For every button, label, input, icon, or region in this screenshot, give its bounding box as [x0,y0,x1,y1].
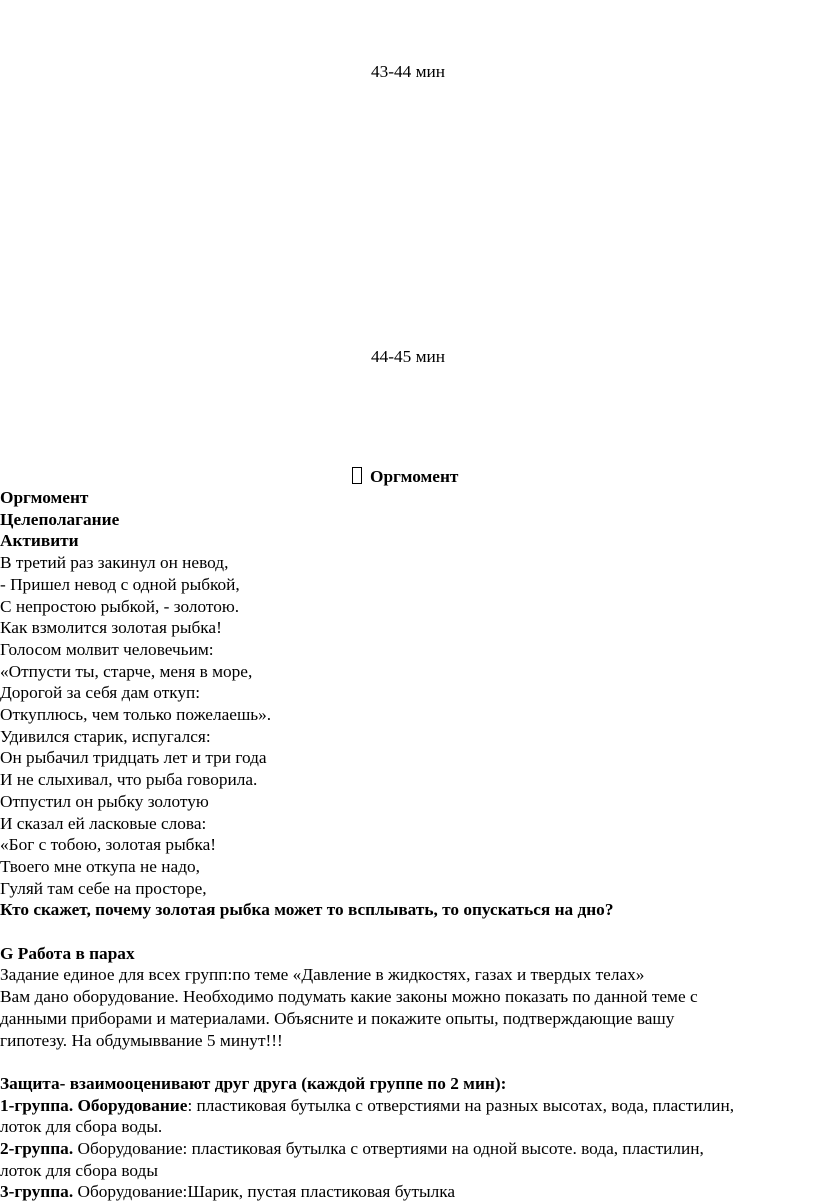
pair-work-instruction: данными приборами и материалами. Объясните и покажите опыты, подтверждающие вашу [0,1008,675,1028]
defense-title: Защита- взаимооценивают друг друга (каждой группе по 2 мин): [0,1073,507,1093]
poem-line: Голосом молвит человечьим: [0,639,214,659]
group-equipment: Оборудование: пластиковая бутылка с отвертиями на одной высоте. вода, пластилин, [73,1139,704,1159]
group-1-line-2: лоток для сбора воды. [0,1117,163,1137]
question-text: Кто скажет, почему золотая рыбка может то всплывать, то опускаться на дно? [0,900,614,920]
pair-work-instruction: Вам дано оборудование. Необходимо подумать какие законы можно показать по данной теме с [0,987,698,1007]
bullet-icon [352,467,362,484]
center-heading [352,467,458,487]
section-label: Целеполагание [0,509,120,529]
poem-line: «Бог с тобою, золотая рыбка! [0,835,217,855]
poem-line: С непростою рыбкой, - золотою. [0,596,240,616]
center-heading-text: Оргмомент [370,467,459,486]
group-3-line [0,1181,816,1203]
group-1-line [0,1095,816,1117]
group-label: 3-группа. [0,1182,74,1202]
pair-work-instruction: гипотезу. На обдумыввание 5 минут!!! [0,1030,283,1050]
group-equipment: : пластиковая бутылка с отверстиями на разных высотах, вода, пластилин, [187,1095,735,1115]
poem-line: - Пришел невод с одной рыбкой, [0,574,240,594]
group-2-line-2: лоток для сбора воды [0,1160,158,1180]
pair-work-task: Задание единое для всех групп:по теме «Давление в жидкостях, газах и твердых телах» [0,965,645,985]
group-label: 2-группа. [0,1139,74,1159]
timing-label-1: 43-44 мин [370,62,446,81]
poem-line: Твоего мне откупа не надо, [0,856,200,876]
poem-line: И не слыхивал, что рыба говорила. [0,770,258,790]
spacer [0,921,816,943]
document-body [0,487,816,1203]
group-label: 1-группа. [0,1095,74,1115]
pair-work-title: G Работа в парах [0,943,135,963]
group-equipment: Оборудование:Шарик, пустая пластиковая бутылка [73,1182,456,1202]
poem-line: «Отпусти ты, старче, меня в море, [0,661,253,681]
poem [0,552,816,899]
poem-line: Удивился старик, испугался: [0,726,211,746]
section-label: Активити [0,531,79,551]
poem-line: Как взмолится золотая рыбка! [0,618,222,638]
poem-line: Дорогой за себя дам откуп: [0,683,201,703]
group-2-line [0,1138,816,1160]
equipment-label: Оборудование [77,1095,188,1115]
spacer [0,1051,816,1073]
poem-line: В третий раз закинул он невод, [0,553,229,573]
poem-line: И сказал ей ласковые слова: [0,813,207,833]
poem-line: Откуплюсь, чем только пожелаешь». [0,705,272,725]
timing-label-2: 44-45 мин [370,347,446,366]
poem-line: Гуляй там себе на просторе, [0,878,207,898]
section-label: Оргмомент [0,488,89,507]
poem-line: Отпустил он рыбку золотую [0,791,209,811]
poem-line: Он рыбачил тридцать лет и три года [0,748,267,768]
